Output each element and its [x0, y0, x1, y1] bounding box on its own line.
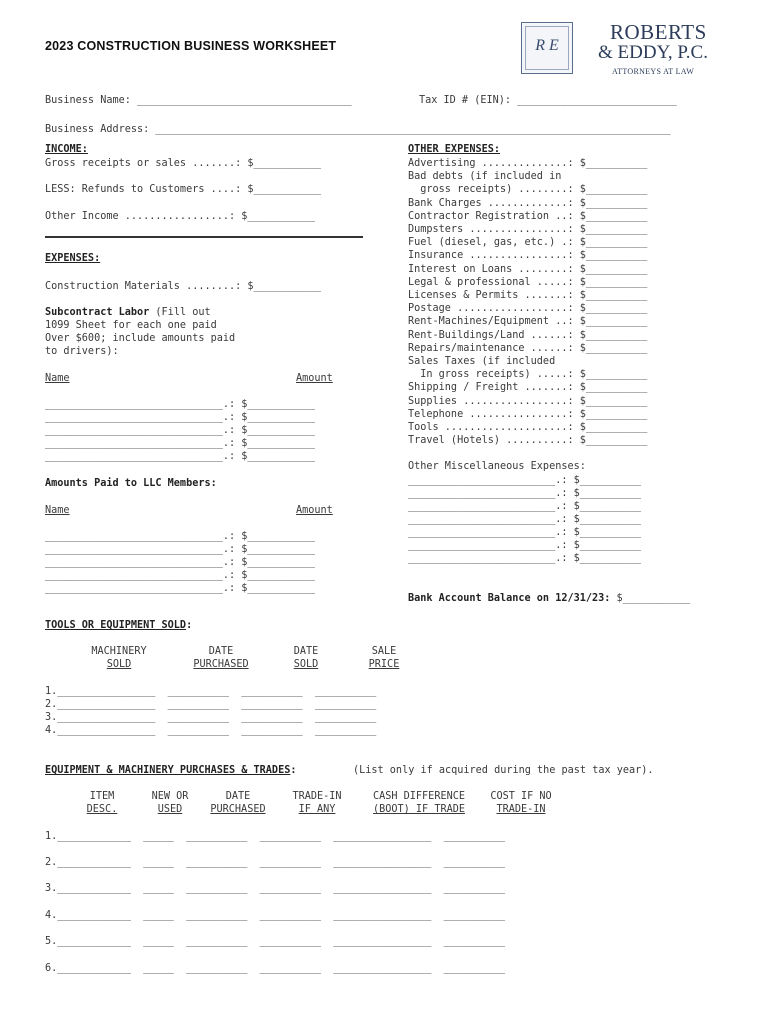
subcontract-amount-header: Amount [296, 373, 333, 384]
other-expense-line[interactable]: Contractor Registration ..: $__________ [408, 210, 648, 222]
page-title: 2023 CONSTRUCTION BUSINESS WORKSHEET [45, 39, 337, 53]
expenses-heading: EXPENSES: [45, 253, 101, 264]
tools-sold-row[interactable]: 3.________________ __________ __________ __________ [45, 712, 377, 723]
equipment-row[interactable]: 4.____________ _____ __________ __________ ________________ __________ [45, 910, 506, 921]
other-expense-line[interactable]: Bank Charges .............: $__________ [408, 197, 648, 209]
llc-row[interactable]: _____________________________.: $___________ [45, 570, 315, 581]
col-new-used-line1: NEW OR [151, 791, 189, 802]
firm-logo [521, 22, 573, 74]
subcontract-row[interactable]: _____________________________.: $___________ [45, 399, 315, 410]
other-expense-line[interactable]: Sales Taxes (if included [408, 356, 556, 367]
col-machinery-line2: SOLD [106, 659, 132, 670]
other-expense-line[interactable]: Insurance ................: $__________ [408, 250, 648, 262]
equipment-row[interactable]: 1.____________ _____ __________ __________ ________________ __________ [45, 831, 506, 842]
equipment-purchases-heading-text: EQUIPMENT & MACHINERY PURCHASES & TRADES [45, 765, 291, 776]
misc-expense-row[interactable]: ________________________.: $__________ [408, 527, 642, 538]
col-date-line1: DATE [225, 791, 251, 802]
col-date-sold-line1: DATE [293, 646, 319, 657]
equipment-purchases-heading-colon: : [290, 765, 297, 776]
equipment-row[interactable]: 3.____________ _____ __________ __________ ________________ __________ [45, 883, 506, 894]
subcontract-labor-line3: Over $600; include amounts paid [45, 333, 236, 344]
llc-name-header: Name [45, 505, 70, 516]
col-trade-in-line2: IF ANY [298, 804, 336, 815]
other-expense-line[interactable]: Repairs/maintenance ......: $__________ [408, 342, 648, 354]
other-income-field[interactable]: Other Income .................: $___________ [45, 211, 315, 222]
col-new-used-line2: USED [157, 804, 183, 815]
col-cash-difference-line1: CASH DIFFERENCE [372, 791, 465, 802]
other-expense-line[interactable]: Shipping / Freight .......: $__________ [408, 382, 648, 394]
other-expense-line[interactable]: Travel (Hotels) ..........: $__________ [408, 435, 648, 447]
col-trade-in-line1: TRADE-IN [292, 791, 342, 802]
bank-balance-label: Bank Account Balance on 12/31/23: [408, 593, 611, 604]
misc-expense-row[interactable]: ________________________.: $__________ [408, 501, 642, 512]
tools-sold-heading [45, 619, 192, 632]
subcontract-row[interactable]: _____________________________.: $___________ [45, 451, 315, 462]
tax-id-field[interactable]: Tax ID # (EIN): __________________________ [419, 95, 677, 106]
business-name-field[interactable]: Business Name: ___________________________________ [45, 95, 352, 106]
firm-tagline: ATTORNEYS AT LAW [612, 67, 695, 76]
misc-expense-row[interactable]: ________________________.: $__________ [408, 540, 642, 551]
llc-members-heading: Amounts Paid to LLC Members: [45, 478, 217, 489]
equipment-purchases-heading [45, 764, 296, 777]
col-cost-line1: COST IF NO [490, 791, 552, 802]
other-expense-line[interactable]: Legal & professional .....: $__________ [408, 276, 648, 288]
construction-materials-field[interactable]: Construction Materials ........: $___________ [45, 281, 322, 292]
col-date-sold-line2: SOLD [293, 659, 319, 670]
other-expense-line[interactable]: Interest on Loans ........: $__________ [408, 263, 648, 275]
misc-expense-row[interactable]: ________________________.: $__________ [408, 488, 642, 499]
equipment-row[interactable]: 2.____________ _____ __________ __________ ________________ __________ [45, 857, 506, 868]
other-expense-line[interactable]: Supplies .................: $__________ [408, 395, 648, 407]
tools-sold-heading-colon: : [186, 620, 193, 631]
subcontract-row[interactable]: _____________________________.: $___________ [45, 438, 315, 449]
llc-row[interactable]: _____________________________.: $___________ [45, 544, 315, 555]
income-heading: INCOME: [45, 144, 88, 155]
misc-expense-row[interactable]: ________________________.: $__________ [408, 475, 642, 486]
other-expense-line[interactable]: Postage ..................: $__________ [408, 303, 648, 315]
subcontract-row[interactable]: _____________________________.: $___________ [45, 412, 315, 423]
section-divider [45, 236, 363, 238]
misc-expenses-heading: Other Miscellaneous Expenses: [408, 461, 586, 472]
business-address-field[interactable]: Business Address: ____________________________________________________________________________________ [45, 124, 671, 135]
other-expense-line[interactable]: Fuel (diesel, gas, etc.) .: $__________ [408, 237, 648, 249]
subcontract-labor-line2: 1099 Sheet for each one paid [45, 320, 217, 331]
llc-row[interactable]: _____________________________.: $___________ [45, 557, 315, 568]
tools-sold-heading-text: TOOLS OR EQUIPMENT SOLD [45, 620, 187, 631]
firm-name-line1: ROBERTS [610, 20, 707, 44]
col-machinery-line1: MACHINERY [91, 646, 147, 657]
other-expense-line[interactable]: Telephone ................: $__________ [408, 408, 648, 420]
tools-sold-row[interactable]: 1.________________ __________ __________ __________ [45, 686, 377, 697]
llc-row[interactable]: _____________________________.: $___________ [45, 531, 315, 542]
gross-receipts-field[interactable]: Gross receipts or sales .......: $___________ [45, 158, 322, 169]
other-expense-line[interactable]: Rent-Machines/Equipment ..: $__________ [408, 316, 648, 328]
col-date-purchased-line2: PURCHASED [193, 659, 249, 670]
other-expense-line[interactable]: Rent-Buildings/Land ......: $__________ [408, 329, 648, 341]
firm-name-line2: & EDDY, P.C. [598, 42, 708, 63]
bank-balance-field[interactable] [408, 592, 690, 605]
misc-expense-row[interactable]: ________________________.: $__________ [408, 553, 642, 564]
subcontract-labor-label: Subcontract Labor [45, 307, 150, 318]
other-expense-line[interactable]: Licenses & Permits .......: $__________ [408, 290, 648, 301]
misc-expense-row[interactable]: ________________________.: $__________ [408, 514, 642, 525]
logo-monogram: R E [535, 37, 559, 54]
subcontract-labor-note: (Fill out [149, 307, 211, 318]
equipment-row[interactable]: 5.____________ _____ __________ __________ ________________ __________ [45, 936, 506, 947]
subcontract-name-header: Name [45, 373, 70, 384]
other-expenses-heading: OTHER EXPENSES: [408, 144, 501, 155]
col-item-line1: ITEM [89, 791, 115, 802]
col-sale-price-line1: SALE [371, 646, 397, 657]
col-date-purchased-line1: DATE [208, 646, 234, 657]
other-expense-line[interactable]: In gross receipts) .....: $__________ [408, 369, 648, 381]
col-cost-line2: TRADE-IN [496, 804, 546, 815]
col-date-line2: PURCHASED [210, 804, 266, 815]
tools-sold-row[interactable]: 2.________________ __________ __________ __________ [45, 699, 377, 710]
other-expense-line[interactable]: Dumpsters ................: $__________ [408, 224, 648, 235]
bank-balance-blank: $___________ [610, 593, 691, 604]
llc-row[interactable]: _____________________________.: $___________ [45, 583, 315, 594]
subcontract-row[interactable]: _____________________________.: $___________ [45, 425, 315, 436]
col-item-line2: DESC. [86, 804, 118, 815]
equipment-row[interactable]: 6.____________ _____ __________ __________ ________________ __________ [45, 963, 506, 974]
subcontract-labor-line4: to drivers): [45, 346, 119, 357]
equipment-purchases-note: (List only if acquired during the past tax year). [353, 765, 654, 776]
other-expense-line[interactable]: Advertising ..............: $__________ [408, 158, 648, 169]
col-sale-price-line2: PRICE [368, 659, 400, 670]
tools-sold-row[interactable]: 4.________________ __________ __________ __________ [45, 725, 377, 736]
other-expense-line[interactable]: Tools ....................: $__________ [408, 422, 648, 433]
subcontract-labor-line1 [45, 306, 211, 319]
llc-amount-header: Amount [296, 505, 333, 516]
col-cash-difference-line2: (BOOT) IF TRADE [372, 804, 465, 815]
refunds-field[interactable]: LESS: Refunds to Customers ....: $___________ [45, 184, 322, 195]
other-expense-line[interactable]: Bad debts (if included in [408, 171, 562, 183]
other-expense-line[interactable]: gross receipts) ........: $__________ [408, 184, 648, 196]
